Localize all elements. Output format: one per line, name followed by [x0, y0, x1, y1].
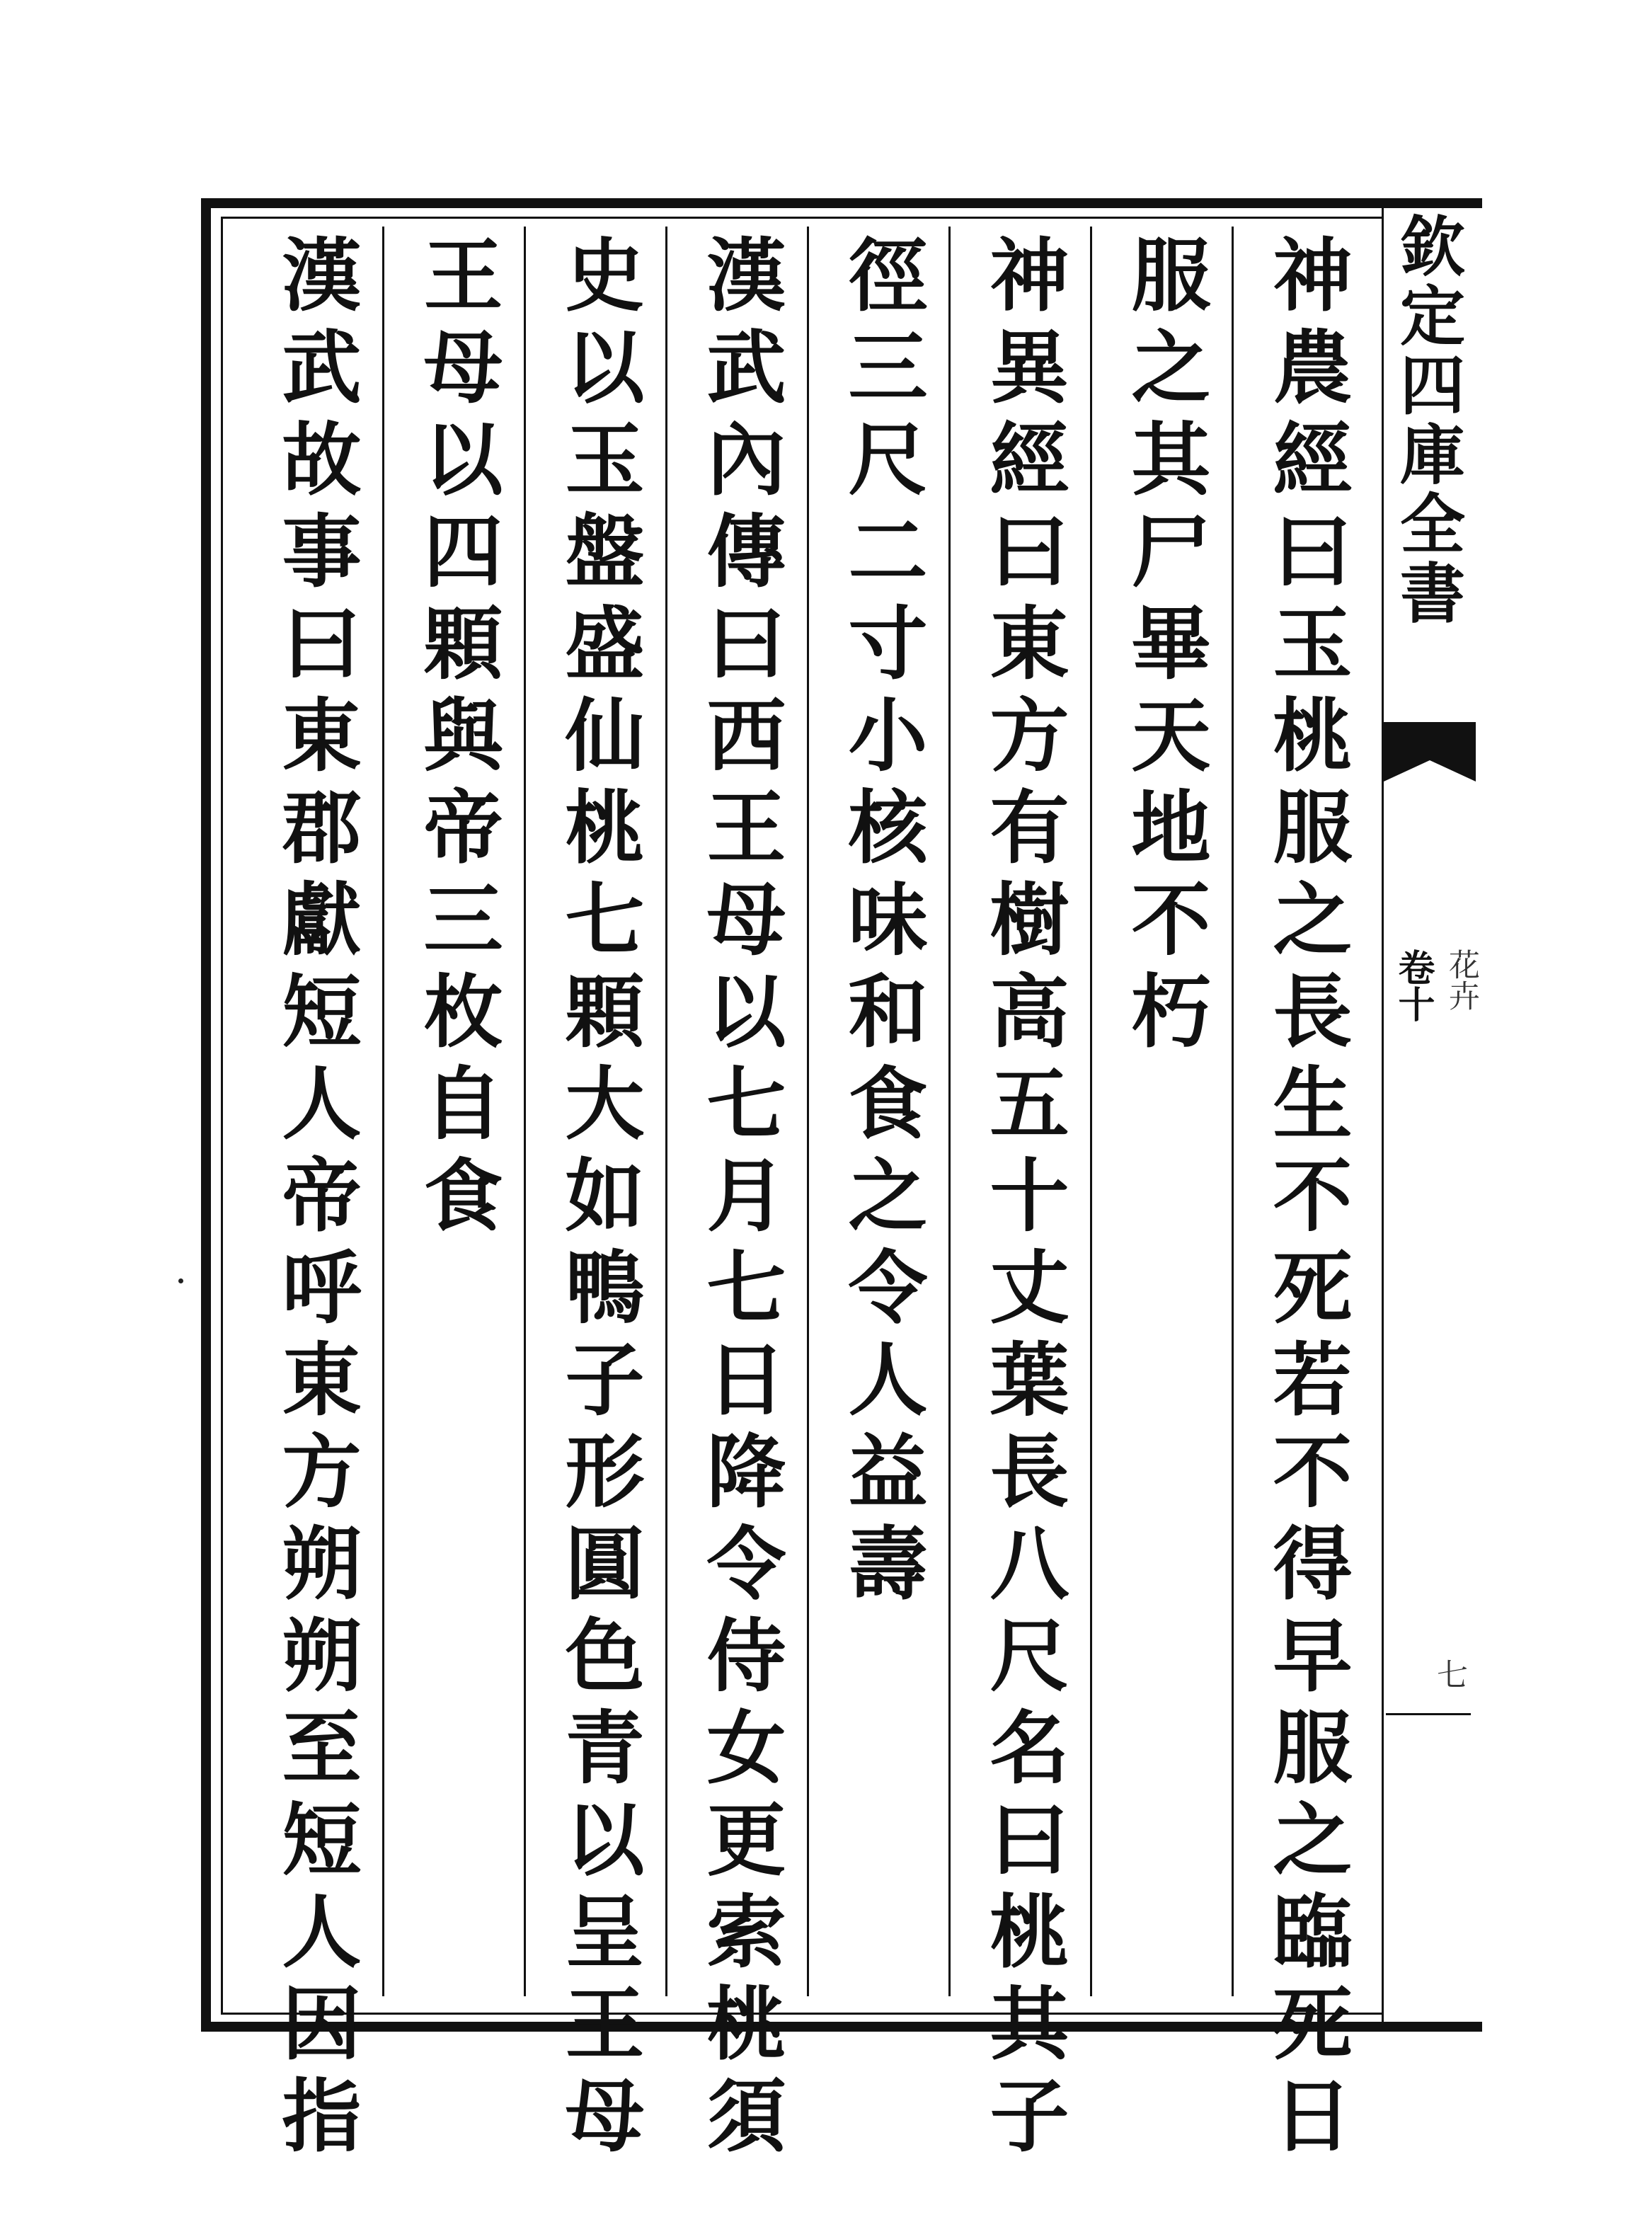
column-divider [665, 227, 667, 1996]
column-divider [1232, 227, 1234, 1996]
section-label: 花卉 [1443, 949, 1479, 1011]
column-divider [948, 227, 951, 1996]
text-column-8: 漢武故事曰東郡獻短人帝呼東方朔朔至短人因指 [269, 234, 362, 2166]
text-column-5: 漢武內傳曰西王母以七月七日降令侍女更索桃須 [694, 234, 786, 2166]
banxin-title: 欽定四庫全書 [1389, 212, 1466, 629]
text-column-2: 服之其尸畢天地不朽 [1118, 234, 1211, 1062]
text-column-4: 徑三尺二寸小核味和食之令人益壽 [835, 234, 928, 1614]
text-column-3: 神異經曰東方有樹高五十丈葉長八尺名曰桃其子 [977, 234, 1069, 2166]
text-column-1: 神農經曰玉桃服之長生不死若不得早服之臨死日 [1260, 234, 1353, 2166]
column-divider [807, 227, 809, 1996]
volume-number: 卷十 [1392, 949, 1435, 1022]
banxin-rule [1386, 1713, 1471, 1715]
column-divider [1090, 227, 1092, 1996]
column-divider [382, 227, 384, 1996]
text-column-7: 王母以四顆與帝三枚自食 [411, 234, 503, 1246]
leaf-number: 七 [1437, 1657, 1468, 1693]
ink-speck [178, 1278, 183, 1283]
column-divider [524, 227, 526, 1996]
text-column-6: 史以玉盤盛仙桃七顆大如鴨子形圓色青以呈王母 [552, 234, 645, 2166]
